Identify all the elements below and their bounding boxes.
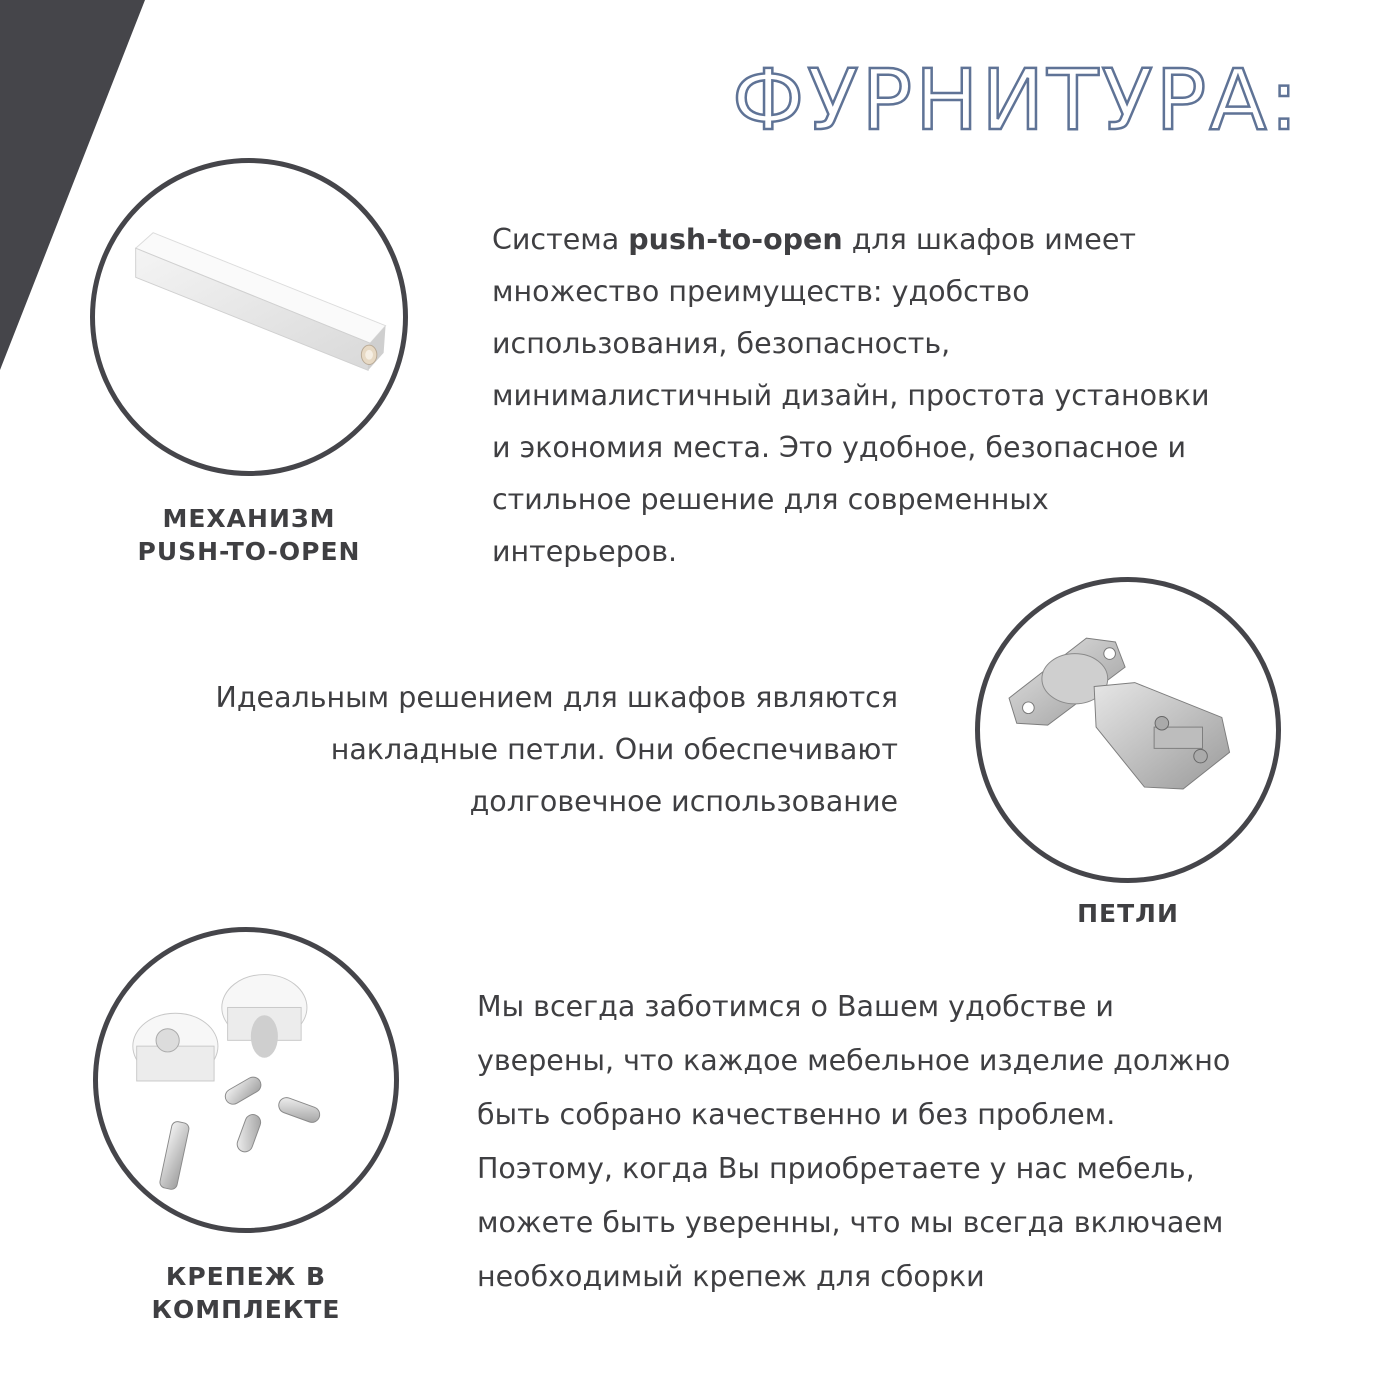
hinges-description: Идеальным решением для шкафов являются накладные петли. Они обеспечивают долговечное использование bbox=[215, 681, 898, 818]
fasteners-icon bbox=[98, 932, 394, 1228]
page-title: ФУРНИТУРА: bbox=[732, 51, 1302, 149]
push-to-open-description: Система push-to-open для шкафов имеет множество преимуществ: удобство использования, безопасность, минималистичный дизайн, простота установки и экономия места. Это удобное, безопасное и стильное решение для современных интерьеров. bbox=[492, 223, 1210, 568]
fasteners-image bbox=[93, 927, 399, 1233]
push-to-open-image bbox=[90, 158, 408, 476]
hinge-icon bbox=[980, 582, 1276, 878]
push-to-open-latch-icon bbox=[95, 163, 403, 471]
hinges-caption: ПЕТЛИ bbox=[1077, 899, 1179, 928]
fasteners-caption: КРЕПЕЖ В КОМПЛЕКТЕ bbox=[151, 1262, 341, 1324]
push-to-open-caption: МЕХАНИЗМ PUSH-TO-OPEN bbox=[137, 504, 361, 566]
fasteners-description: Мы всегда заботимся о Вашем удобстве и уверены, что каждое мебельное изделие должно быть собрано качественно и без проблем. Поэтому, когда Вы приобретаете у нас мебель, можете быть уверенны, что мы всегда включаем необходимый крепеж для сборки bbox=[477, 990, 1231, 1293]
hinge-image bbox=[975, 577, 1281, 883]
push-to-open-bold: push-to-open bbox=[628, 223, 843, 256]
